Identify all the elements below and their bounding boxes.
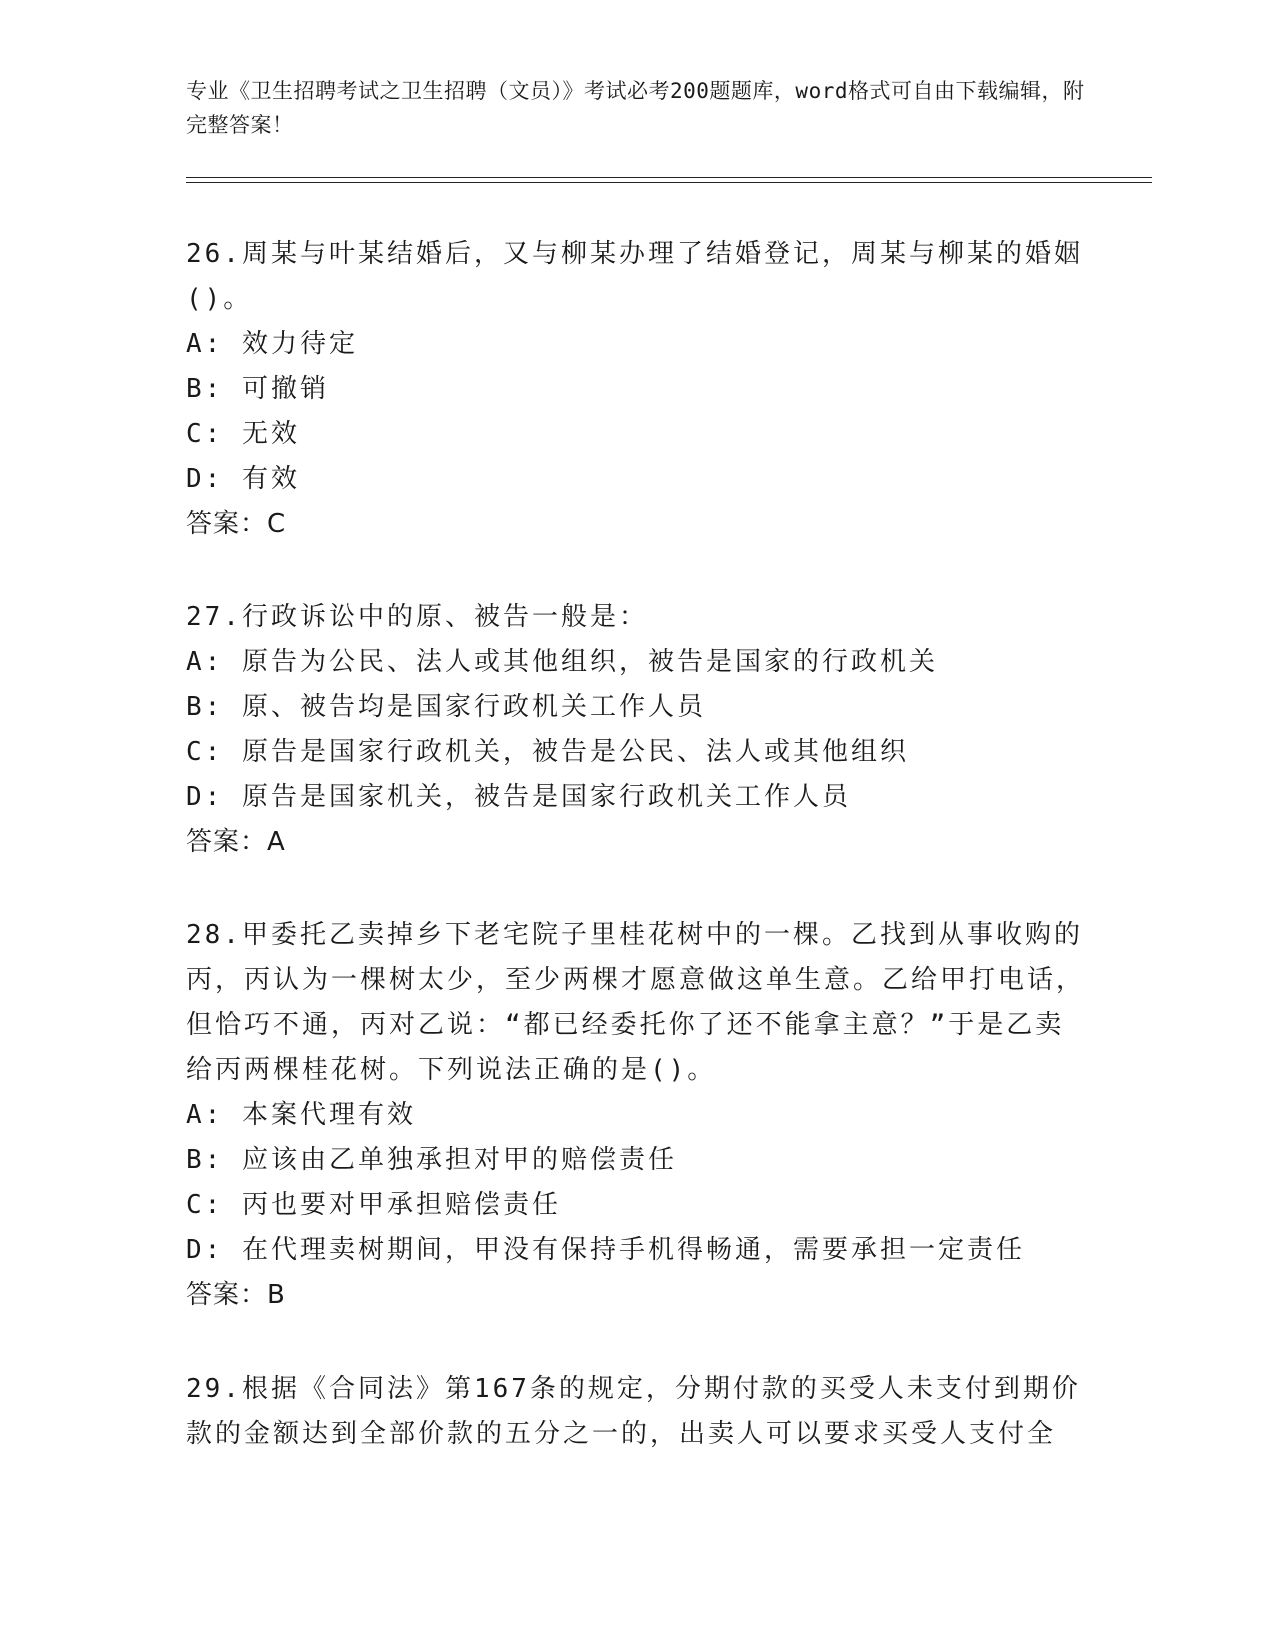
question-28	[186, 913, 1086, 1318]
option-b: B: 可撤销	[186, 374, 329, 404]
option-a: A: 效力待定	[186, 329, 358, 359]
question-stem: 28.甲委托乙卖掉乡下老宅院子里桂花树中的一棵。乙找到从事收购的丙，丙认为一棵树太少，至少两棵才愿意做这单生意。乙给甲打电话，但恰巧不通，丙对乙说：“都已经委托你了还不能拿主意？”于是乙卖给丙两棵桂花树。下列说法正确的是()。	[186, 920, 1086, 1085]
option-c: C: 原告是国家行政机关，被告是公民、法人或其他组织	[186, 737, 909, 767]
question-26	[186, 232, 1086, 547]
answer: 答案：C	[186, 509, 287, 539]
option-a: A: 原告为公民、法人或其他组织，被告是国家的行政机关	[186, 647, 938, 677]
option-a: A: 本案代理有效	[186, 1100, 416, 1130]
option-c: C: 无效	[186, 419, 300, 449]
option-b: B: 原、被告均是国家行政机关工作人员	[186, 692, 706, 722]
option-d: D: 在代理卖树期间，甲没有保持手机得畅通，需要承担一定责任	[186, 1235, 1025, 1265]
option-c: C: 丙也要对甲承担赔偿责任	[186, 1190, 561, 1220]
answer: 答案：B	[186, 1280, 286, 1310]
document-header: 专业《卫生招聘考试之卫生招聘（文员）》考试必考200题题库，word格式可自由下载编辑，附完整答案！	[186, 79, 1085, 137]
answer: 答案：A	[186, 827, 286, 857]
option-d: D: 有效	[186, 464, 300, 494]
question-29	[186, 1367, 1086, 1457]
question-stem: 27.行政诉讼中的原、被告一般是：	[186, 602, 648, 632]
header-divider-top	[186, 177, 1152, 178]
option-b: B: 应该由乙单独承担对甲的赔偿责任	[186, 1145, 677, 1175]
question-stem: 26.周某与叶某结婚后，又与柳某办理了结婚登记，周某与柳某的婚姻()。	[186, 239, 1083, 314]
question-stem: 29.根据《合同法》第167条的规定，分期付款的买受人未支付到期价款的金额达到全部价款的五分之一的，出卖人可以要求买受人支付全	[186, 1374, 1081, 1449]
header-divider-bottom	[186, 182, 1152, 183]
question-27	[186, 595, 1086, 865]
option-d: D: 原告是国家机关，被告是国家行政机关工作人员	[186, 782, 851, 812]
